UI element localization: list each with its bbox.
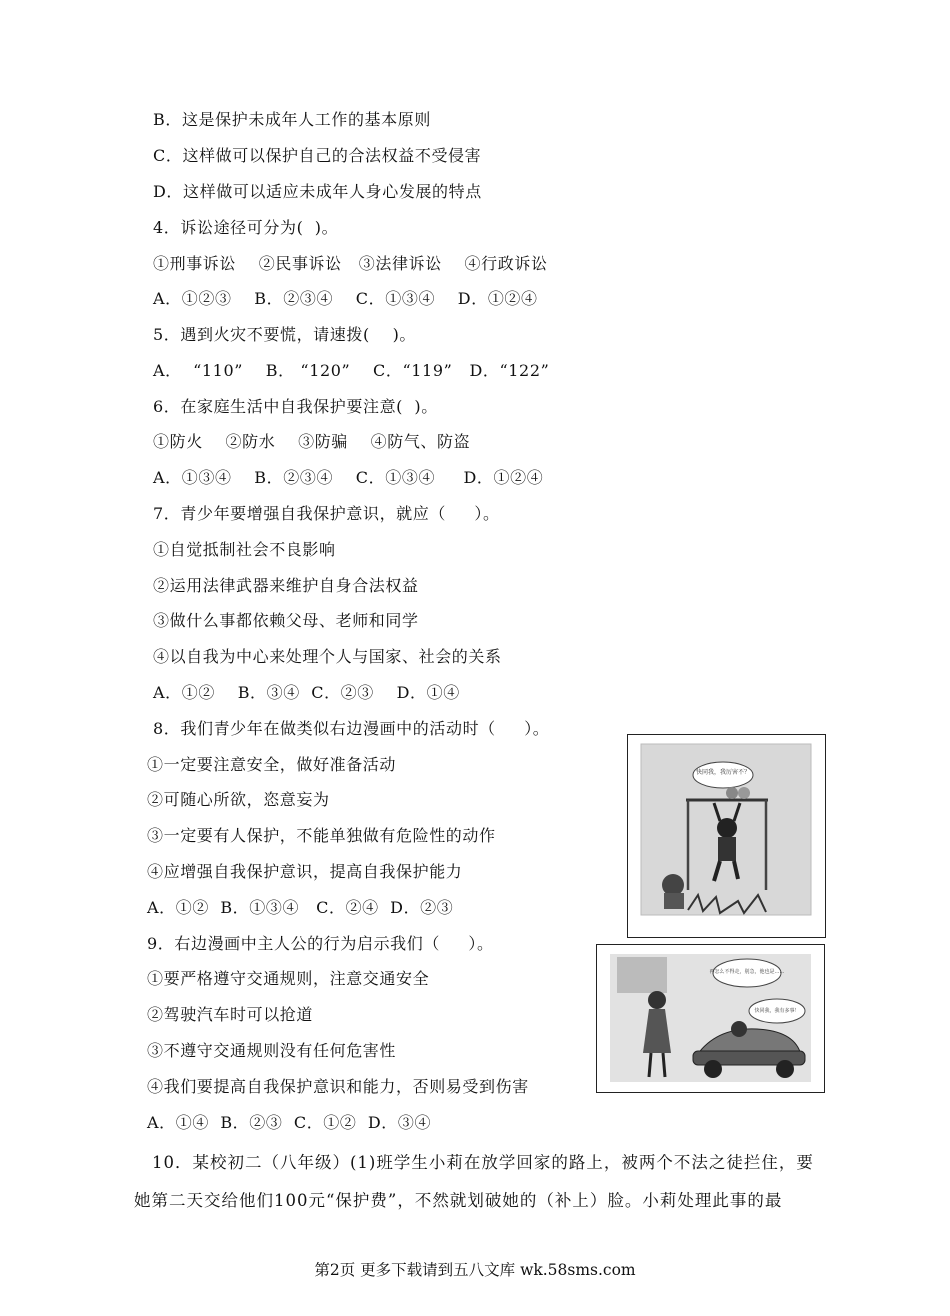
question-9-item-3: ③不遵守交通规则没有任何危害性 — [147, 1041, 397, 1060]
question-8-item-1: ①一定要注意安全，做好准备活动 — [147, 755, 397, 774]
option-3d: D．这样做可以适应未成年人身心发展的特点 — [153, 182, 482, 201]
question-6: 6．在家庭生活中自我保护要注意( )。 — [153, 397, 438, 416]
question-4-items: ①刑事诉讼 ②民事诉讼 ③法律诉讼 ④行政诉讼 — [153, 254, 548, 273]
question-8-choices: A．①② B．①③④ C．②④ D．②③ — [147, 898, 454, 917]
page-footer: 第2页 更多下载请到五八文库 wk.58sms.com — [314, 1261, 636, 1279]
option-3c: C．这样做可以保护自己的合法权益不受侵害 — [153, 146, 482, 165]
question-4-choices: A．①②③ B．②③④ C．①③④ D．①②④ — [153, 289, 538, 308]
cartoon-horizontal-bar — [627, 734, 826, 938]
cartoon-traffic — [596, 944, 825, 1093]
cartoon-2-bubble-top: 再怎么不得走，别急，他也是…… — [709, 969, 785, 975]
question-9-choices: A．①④ B．②③ C．①② D．③④ — [147, 1113, 432, 1132]
question-4: 4．诉讼途径可分为( )。 — [153, 218, 339, 237]
question-7-item-2: ②运用法律武器来维护自身合法权益 — [153, 576, 419, 595]
question-7-item-1: ①自觉抵制社会不良影响 — [153, 540, 336, 559]
option-3b: B．这是保护未成年人工作的基本原则 — [153, 110, 431, 129]
question-9-item-1: ①要严格遵守交通规则，注意交通安全 — [147, 969, 430, 988]
question-9-item-4: ④我们要提高自我保护意识和能力，否则易受到伤害 — [147, 1077, 529, 1096]
question-7-item-3: ③做什么事都依赖父母、老师和同学 — [153, 611, 419, 630]
question-6-choices: A．①③④ B．②③④ C．①③④ D．①②④ — [153, 468, 544, 487]
question-7: 7．青少年要增强自我保护意识，就应（ ）。 — [153, 504, 500, 523]
question-8-item-3: ③一定要有人保护，不能单独做有危险性的动作 — [147, 826, 496, 845]
question-5-choices: A． “110” B． “120” C．“119” D．“122” — [153, 361, 550, 380]
question-5: 5．遇到火灾不要慌，请速拨( )。 — [153, 325, 417, 344]
question-7-item-4: ④以自我为中心来处理个人与国家、社会的关系 — [153, 647, 502, 666]
question-10-line-1: 10．某校初二（八年级）(1)班学生小莉在放学回家的路上，被两个不法之徒拦住，要 — [152, 1153, 814, 1172]
cartoon-1-bubble: 快同我，我厉害不？ — [695, 769, 751, 776]
question-7-choices: A．①② B．③④ C．②③ D．①④ — [153, 683, 460, 702]
question-8-item-4: ④应增强自我保护意识，提高自我保护能力 — [147, 862, 463, 881]
question-8-item-2: ②可随心所欲，恣意妄为 — [147, 790, 330, 809]
question-6-items: ①防火 ②防水 ③防骗 ④防气、防盗 — [153, 432, 471, 451]
question-10-line-2: 她第二天交给他们100元“保护费”，不然就划破她的（补上）脸。小莉处理此事的最 — [134, 1191, 783, 1210]
question-9-item-2: ②驾驶汽车时可以抢道 — [147, 1005, 314, 1024]
question-8: 8．我们青少年在做类似右边漫画中的活动时（ ）。 — [153, 719, 550, 738]
question-9: 9．右边漫画中主人公的行为启示我们（ ）。 — [147, 934, 494, 953]
cartoon-2-bubble-mid: 快同我，我有多事！ — [754, 1008, 800, 1014]
